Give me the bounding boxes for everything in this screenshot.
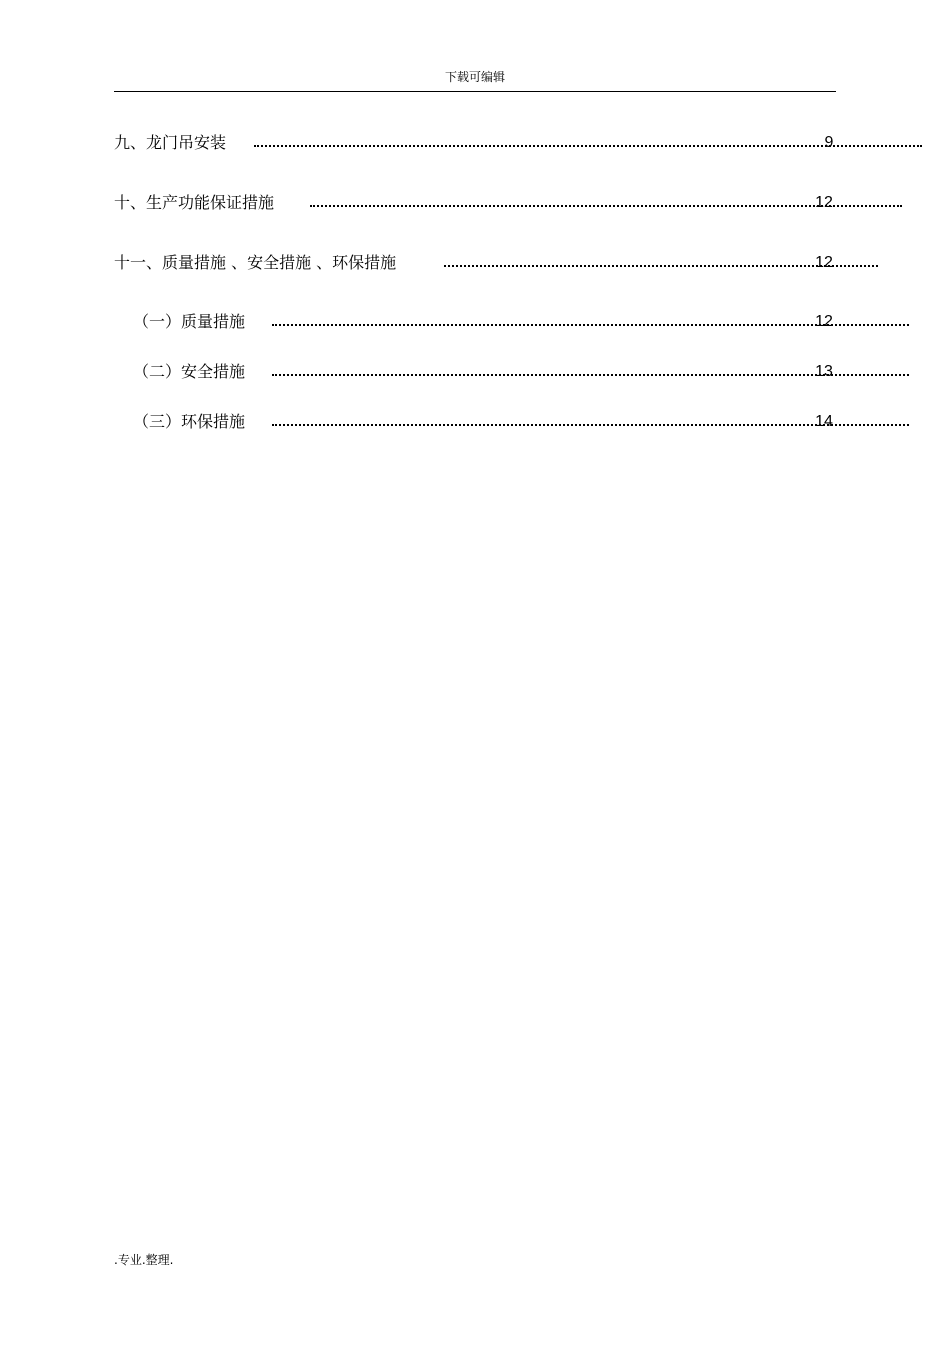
toc-entry-10[interactable] (114, 191, 904, 215)
toc-entry-11-2[interactable] (133, 360, 911, 384)
toc-entry-page: 12 (815, 313, 833, 330)
toc-entry-title: 十、生产功能保证措施 (114, 193, 275, 212)
page-footer: .专业.整理. (114, 1253, 174, 1267)
toc-entry-page: 14 (815, 413, 833, 430)
page-header: 下载可编辑 (444, 70, 505, 84)
header-rule (114, 91, 836, 92)
toc-entry-title: （三）环保措施 (133, 412, 246, 431)
toc-entry-title: （二）安全措施 (133, 362, 246, 381)
toc-entry-title: 九、龙门吊安装 (114, 133, 227, 152)
toc-entry-title: （一）质量措施 (133, 312, 246, 331)
toc-entry-page: 9 (824, 134, 834, 151)
toc-entry-title: 十一、质量措施 、安全措施 、环保措施 (114, 253, 397, 272)
toc-entry-page: 12 (815, 194, 833, 211)
toc-entry-11-1[interactable] (133, 310, 911, 334)
toc-entry-page: 12 (815, 254, 833, 271)
toc-entry-11[interactable] (114, 251, 880, 275)
toc-entry-9[interactable] (114, 131, 924, 155)
toc-entry-page: 13 (815, 363, 833, 380)
toc-entry-11-3[interactable] (133, 410, 911, 434)
